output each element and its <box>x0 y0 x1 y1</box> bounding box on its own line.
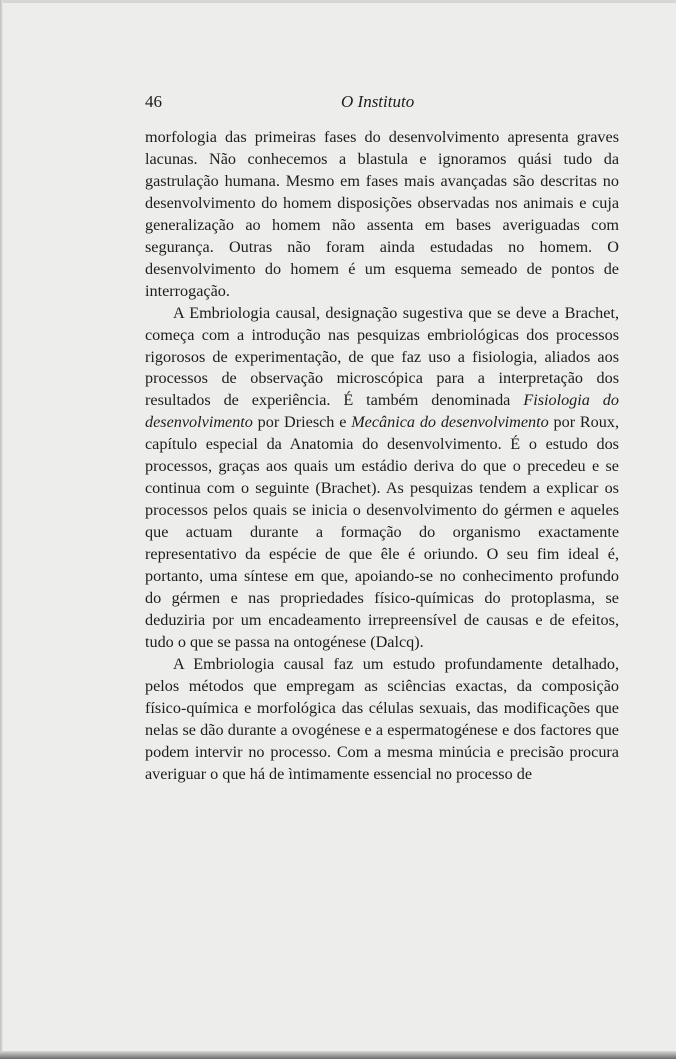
scan-left-edge <box>0 0 3 1059</box>
scan-top-edge <box>0 0 676 3</box>
running-head <box>145 92 620 114</box>
paragraph-1: morfologia das primeiras fases do desenvolvimento apresenta graves lacunas. Não conhecemos a blastula e ignoramos quási tudo da gastrulação humana. Mesmo em fases mais avançadas são descritas no desenvolvimento do homem disposições observadas nos animais e cuja generalização ao homem não assenta em bases averiguadas com segurança. Outras não foram ainda estudadas no homem. O desenvolvimento do homem é um esquema semeado de pontos de interrogação. <box>145 128 619 300</box>
page-number: 46 <box>145 92 162 111</box>
italic-title-mecanica: Mecânica do desenvolvimento <box>351 413 549 432</box>
paragraph-2-text-a: A Embriologia causal, designação sugestiva que se deve a Brachet, começa com a introdução nas pesquizas embriológicas dos processos rigorosos de experimentação, de que faz uso a fisiologia, aliados aos processos de observação microscópica para a interpretação dos resultados de experiência. É também denominada <box>145 303 619 410</box>
paragraph-2-text-b: por Driesch e <box>252 413 352 432</box>
paragraph-2 <box>145 303 619 654</box>
running-title: O Instituto <box>341 92 415 111</box>
paragraph-3: A Embriologia causal faz um estudo profundamente detalhado, pelos métodos que empregam as sciências exactas, da composição físico-química e morfológica das células sexuais, das modificações que nelas se dão durante a ovogénese e a espermatogénese e dos factores que podem intervir no processo. Com a mesma minúcia e precisão procura averiguar o que há de ìntimamente essencial no processo de <box>145 654 619 783</box>
paragraph-2-text-c: por Roux, capítulo especial da Anatomia do desenvolvimento. É o estudo dos processos, graças aos quais um estádio deriva do que o precedeu e se continua com o seguinte (Brachet). As pesquizas tendem a explicar os processos pelos quais se inicia o desenvolvimento do gérmen e aqueles que actuam durante a formação do organismo exactamente representativo da espécie de que êle é oriundo. O seu fim ideal é, portanto, uma síntese em que, apoiando-se no conhecimento profundo do gérmen e nas propriedades físico-químicas do protoplasma, se deduziria por um encadeamento irrepreensível de causas e de efeitos, tudo o que se passa na ontogénese (Dalcq). <box>145 413 620 651</box>
italic-title-fisiologia: Fisiologia do desenvolvimento <box>145 391 619 432</box>
scan-bottom-edge <box>0 1051 676 1059</box>
body-text <box>145 127 619 786</box>
